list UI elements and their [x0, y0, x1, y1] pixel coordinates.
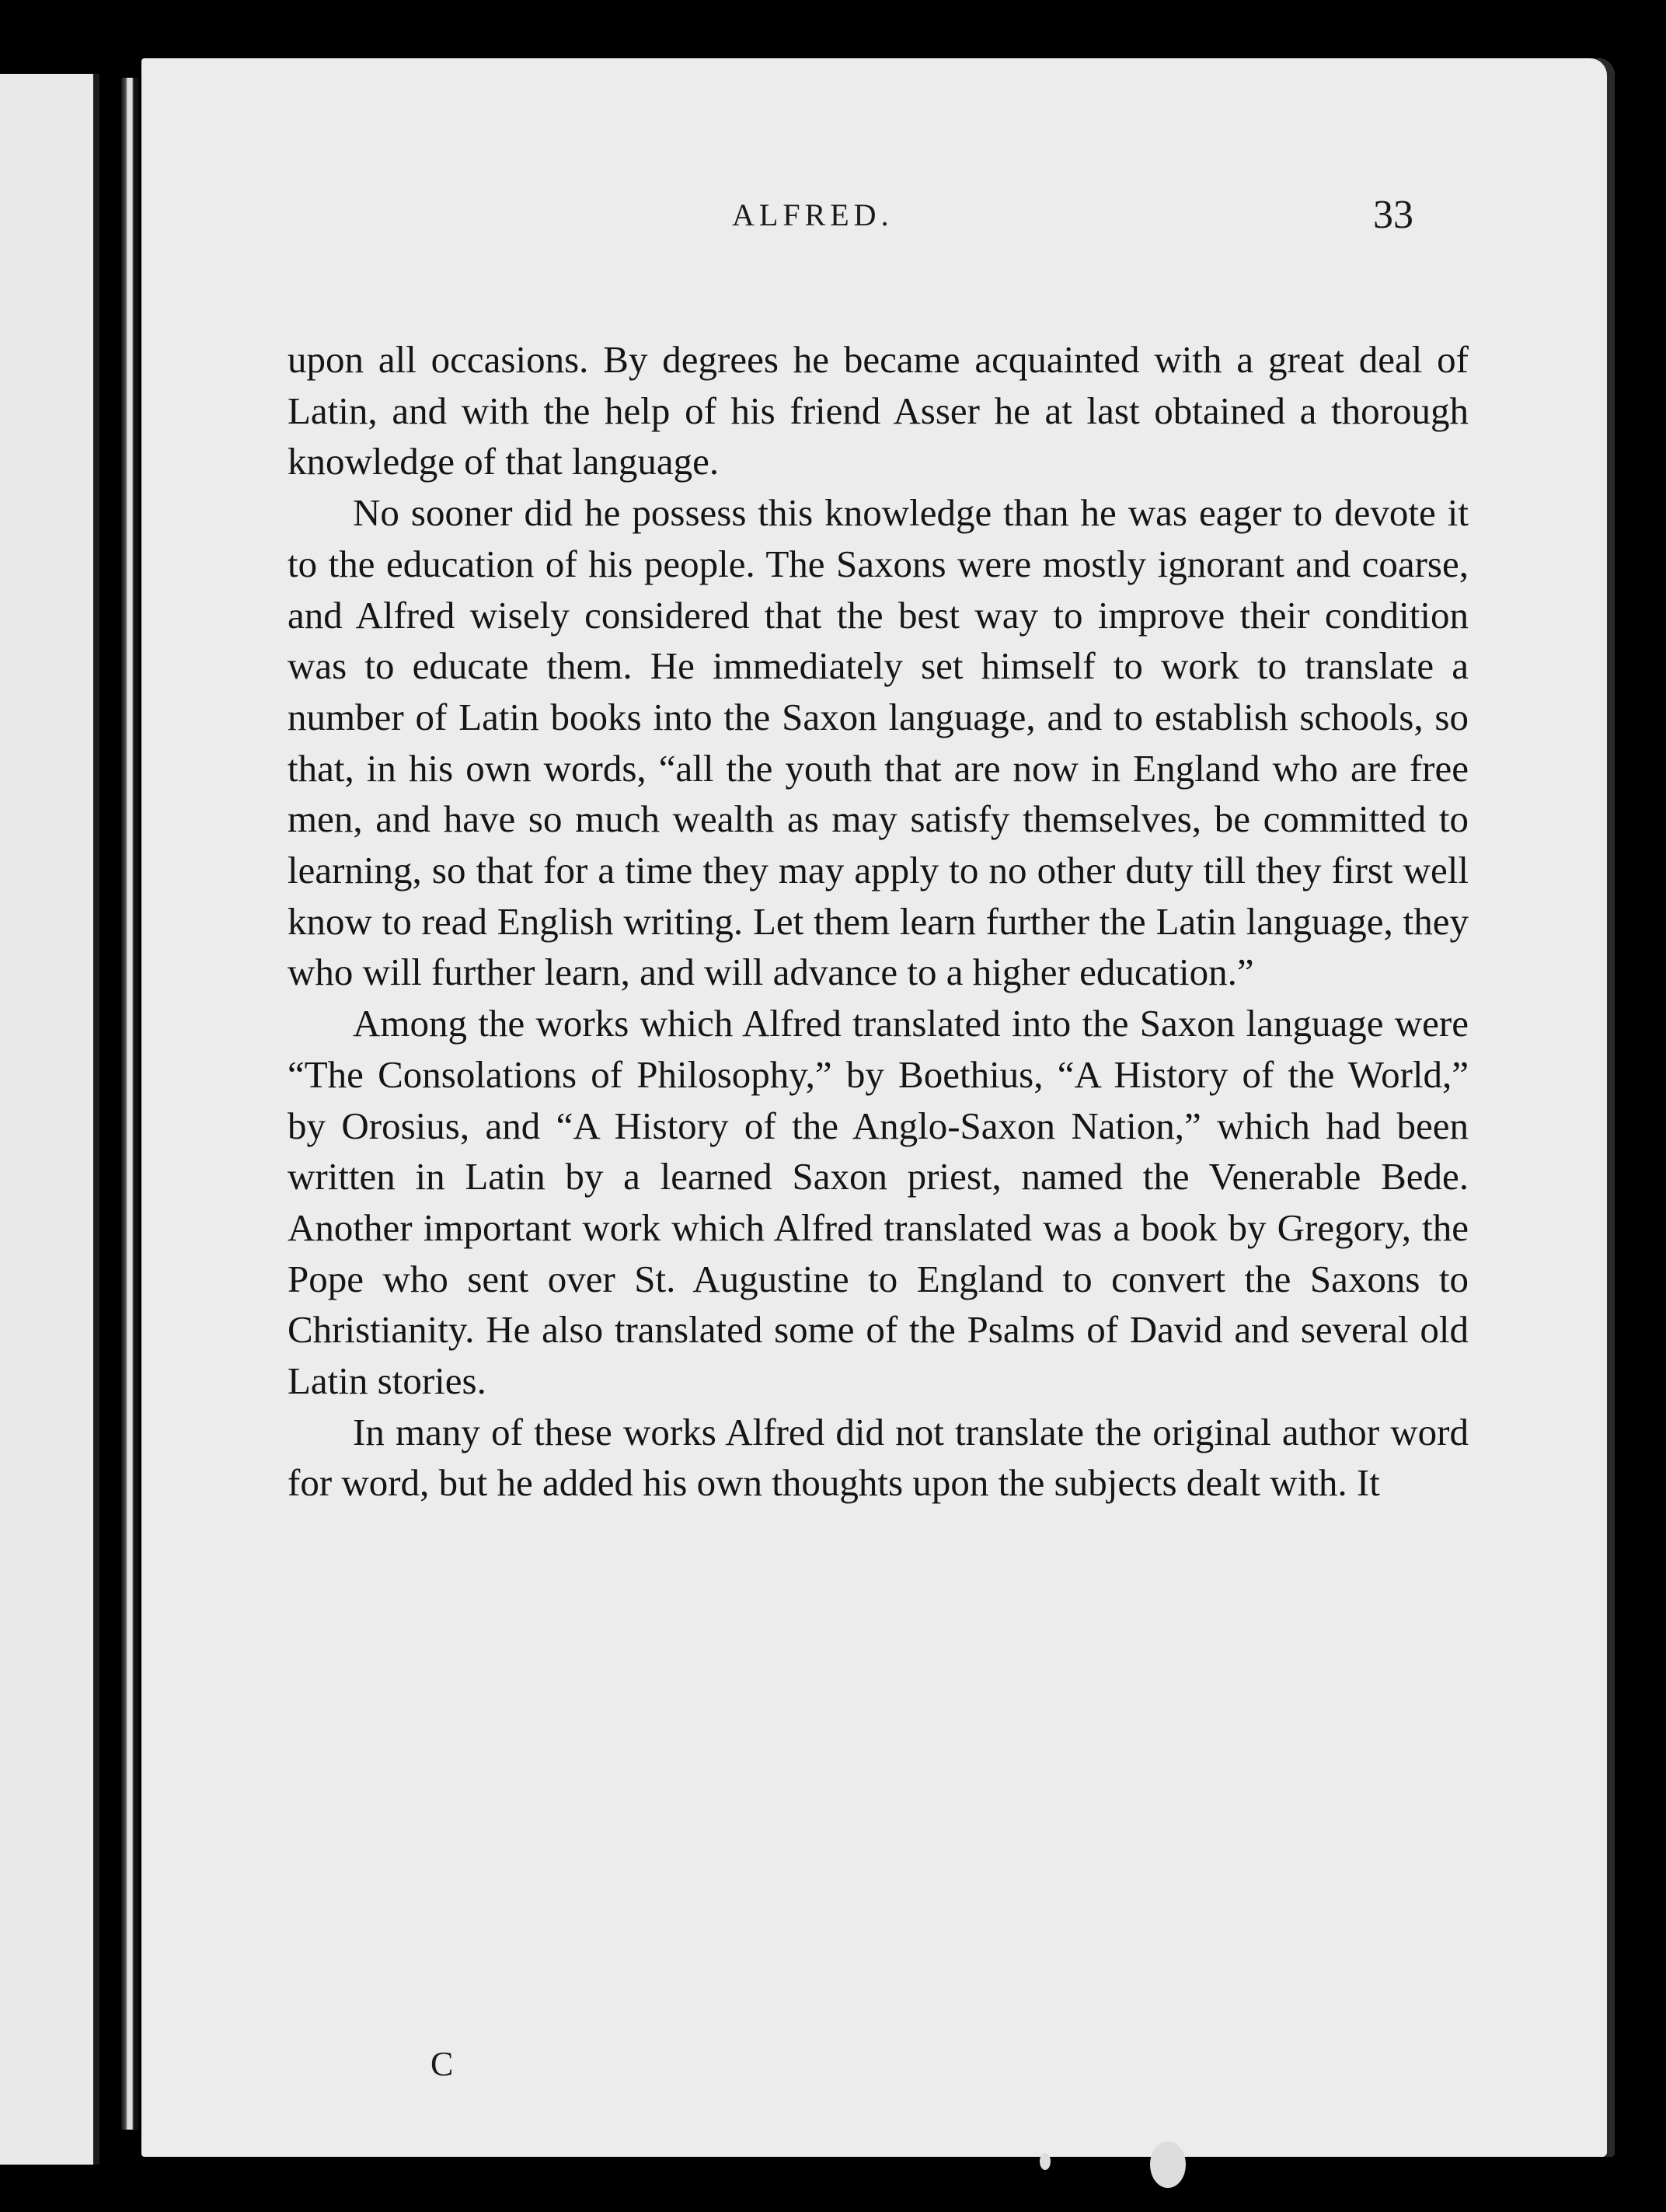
signature-mark: C: [430, 2045, 454, 2083]
paragraph-2: No sooner did he possess this knowledge than he was eager to devote it to the education of his people. The Saxons were mostly ignorant and coarse, and Alfred wisely considered that the best way to improve their condition was to educate them. He immediately set himself to work to translate a number of Latin books into the Saxon language, and to establish schools, so that, in his own words, “all the youth that are now in England who are free men, and have so much wealth as may satisfy themselves, be committed to learning, so that for a time they may apply to no other duty till they first well know to read English writing. Let them learn further the Latin language, they who will further learn, and will advance to a higher education.”: [288, 491, 1469, 994]
paragraph-1: upon all occasions. By degrees he became acquainted with a great deal of Latin, and with the help of his friend Asser he at last obtained a thorough knowledge of that language.: [288, 338, 1469, 483]
gutter-shadow: [121, 78, 138, 2130]
page-number: 33: [1373, 193, 1413, 237]
paragraph-4: In many of these works Alfred did not translate the original author word for word, but he added his own thoughts upon the subjects dealt with. It: [288, 1410, 1469, 1505]
body-text: [288, 334, 1469, 1509]
scan-speck: [1040, 2153, 1051, 2170]
paragraph-3: Among the works which Alfred translated into the Saxon language were “The Consolations of Philosophy,” by Boethius, “A History of the World,” by Orosius, and “A History of the Anglo-Saxon Nation,” which had been written in Latin by a learned Saxon priest, named the Venerable Bede. Another important work which Alfred translated was a book by Gregory, the Pope who sent over St. Augustine to England to convert the Saxons to Christianity. He also translated some of the Psalms of David and several old Latin stories.: [288, 1002, 1469, 1403]
scan-speck: [1150, 2141, 1186, 2188]
book-page: [141, 58, 1615, 2157]
book-spine-edge: [0, 74, 109, 2165]
running-head: [141, 193, 1615, 259]
running-head-title: ALFRED.: [732, 197, 894, 232]
